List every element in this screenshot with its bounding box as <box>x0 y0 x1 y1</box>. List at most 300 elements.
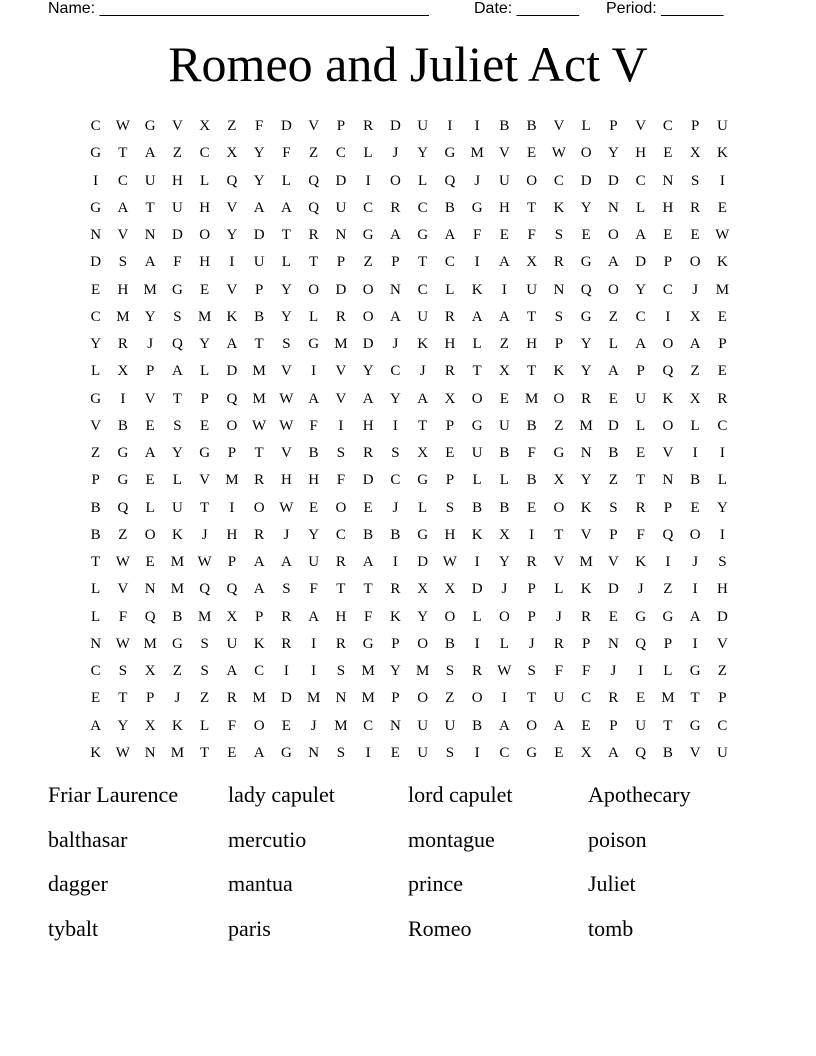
grid-letter: C <box>363 717 374 734</box>
grid-letter: I <box>93 172 99 189</box>
grid-letter: B <box>472 717 483 734</box>
grid-letter: U <box>308 554 320 571</box>
grid-letter: O <box>253 717 265 734</box>
grid-letter: O <box>308 281 320 298</box>
grid-letter: E <box>717 308 727 325</box>
grid-letter: R <box>581 390 592 407</box>
grid-letter: V <box>580 526 592 543</box>
grid-letter: G <box>526 744 538 761</box>
grid-letter: Q <box>117 499 129 516</box>
grid-letter: G <box>117 445 129 462</box>
grid-row <box>82 740 736 767</box>
grid-letter: O <box>662 417 674 434</box>
grid-letter: K <box>635 554 647 571</box>
grid-letter: N <box>389 281 401 298</box>
grid-letter: I <box>474 118 480 135</box>
grid-letter: N <box>335 690 347 707</box>
grid-letter: P <box>227 445 237 462</box>
grid-letter: T <box>527 363 537 380</box>
grid-letter: Q <box>171 336 183 353</box>
grid-letter: V <box>498 145 510 162</box>
grid-letter: B <box>690 472 701 489</box>
grid-letter: Q <box>308 199 320 216</box>
grid-letter: U <box>144 172 156 189</box>
grid-letter: F <box>554 663 564 680</box>
grid-letter: B <box>390 526 401 543</box>
grid-letter: L <box>418 499 428 516</box>
grid-letter: Q <box>662 363 674 380</box>
grid-letter: N <box>90 635 102 652</box>
grid-letter: R <box>117 336 128 353</box>
grid-letter: Q <box>635 635 647 652</box>
grid-letter: M <box>715 281 730 298</box>
grid-letter: H <box>199 254 211 271</box>
grid-letter: A <box>689 608 701 625</box>
grid-letter: G <box>635 608 647 625</box>
grid-letter: L <box>91 363 101 380</box>
grid-letter: B <box>499 445 510 462</box>
grid-letter: G <box>553 445 565 462</box>
grid-letter: J <box>174 690 181 707</box>
grid-letter: R <box>553 254 564 271</box>
grid-letter: I <box>392 554 398 571</box>
grid-letter: S <box>336 744 346 761</box>
grid-letter: P <box>391 254 400 271</box>
grid-letter: N <box>308 744 320 761</box>
grid-letter: E <box>499 390 509 407</box>
grid-letter: U <box>417 118 429 135</box>
grid-letter: I <box>229 254 235 271</box>
grid-letter: F <box>527 445 536 462</box>
grid-letter: Y <box>580 472 592 489</box>
grid-letter: E <box>363 499 373 516</box>
grid-letter: R <box>363 118 374 135</box>
grid-letter: M <box>579 417 593 434</box>
grid-letter: I <box>692 445 698 462</box>
grid-letter: V <box>662 445 674 462</box>
grid-letter: A <box>226 336 238 353</box>
grid-row <box>82 604 736 631</box>
grid-letter: L <box>309 308 319 325</box>
grid-letter: Z <box>363 254 373 271</box>
grid-letter: A <box>635 336 647 353</box>
grid-letter: Y <box>716 499 728 516</box>
grid-letter: B <box>90 526 101 543</box>
grid-letter: P <box>609 526 618 543</box>
grid-letter: J <box>201 526 208 543</box>
grid-letter: J <box>474 172 481 189</box>
grid-letter: R <box>526 554 537 571</box>
grid-letter: D <box>362 336 374 353</box>
grid-letter: R <box>608 690 619 707</box>
grid-letter: R <box>254 472 265 489</box>
grid-letter: Z <box>608 472 618 489</box>
grid-letter: I <box>719 526 725 543</box>
grid-letter: O <box>526 172 538 189</box>
grid-letter: V <box>335 363 347 380</box>
grid-letter: I <box>474 554 480 571</box>
grid-letter: O <box>689 526 701 543</box>
grid-letter: A <box>90 717 102 734</box>
grid-letter: M <box>361 690 375 707</box>
grid-letter: J <box>419 363 426 380</box>
grid-letter: I <box>638 663 644 680</box>
grid-letter: H <box>526 336 538 353</box>
grid-letter: O <box>226 417 238 434</box>
grid-letter: F <box>636 526 645 543</box>
grid-letter: A <box>253 199 265 216</box>
grid-letter: X <box>417 581 429 598</box>
grid-letter: M <box>334 336 348 353</box>
grid-letter: T <box>254 336 264 353</box>
grid-letter: N <box>335 227 347 244</box>
grid-letter: U <box>526 281 538 298</box>
grid-letter: K <box>662 390 674 407</box>
word-bank-item: balthasar <box>48 826 128 852</box>
grid-letter: S <box>336 445 346 462</box>
grid-letter: D <box>716 608 728 625</box>
grid-letter: U <box>226 635 238 652</box>
grid-letter: J <box>147 336 154 353</box>
grid-letter: Y <box>280 308 292 325</box>
grid-letter: Q <box>199 581 211 598</box>
grid-letter: S <box>527 663 536 680</box>
grid-letter: Q <box>226 390 238 407</box>
grid-letter: A <box>471 308 483 325</box>
grid-row <box>82 222 736 249</box>
grid-letter: T <box>527 690 537 707</box>
grid-letter: W <box>252 417 267 434</box>
grid-letter: F <box>282 145 291 162</box>
grid-letter: Y <box>144 308 156 325</box>
word-bank-item: Apothecary <box>588 782 691 807</box>
grid-letter: N <box>580 445 592 462</box>
grid-letter: Z <box>118 526 128 543</box>
grid-letter: M <box>170 744 185 761</box>
grid-letter: W <box>497 663 512 680</box>
grid-letter: I <box>311 363 317 380</box>
grid-letter: B <box>499 499 510 516</box>
grid-letter: W <box>115 554 130 571</box>
grid-letter: Z <box>200 690 210 707</box>
grid-letter: K <box>553 363 565 380</box>
grid-letter: Y <box>280 281 292 298</box>
grid-letter: Z <box>717 663 727 680</box>
grid-letter: A <box>689 336 701 353</box>
grid-letter: J <box>501 581 508 598</box>
grid-letter: I <box>529 526 535 543</box>
grid-letter: D <box>280 690 292 707</box>
grid-letter: O <box>498 608 510 625</box>
grid-letter: W <box>197 554 212 571</box>
word-bank-item: paris <box>228 915 271 941</box>
grid-letter: A <box>171 363 183 380</box>
grid-letter: M <box>225 472 239 489</box>
grid-letter: L <box>636 417 646 434</box>
grid-letter: G <box>144 118 156 135</box>
grid-letter: B <box>444 635 455 652</box>
grid-letter: N <box>144 744 156 761</box>
grid-letter: B <box>308 445 319 462</box>
grid-letter: P <box>254 281 264 298</box>
grid-letter: V <box>716 635 728 652</box>
word-bank-item: tomb <box>588 915 634 941</box>
grid-letter: R <box>690 199 701 216</box>
grid-letter: H <box>199 199 211 216</box>
grid-letter: E <box>581 227 591 244</box>
grid-letter: Y <box>253 145 265 162</box>
grid-letter: V <box>199 472 211 489</box>
grid-letter: T <box>145 199 155 216</box>
grid-letter: I <box>501 690 507 707</box>
grid-letter: R <box>553 635 564 652</box>
grid-letter: G <box>444 145 456 162</box>
grid-letter: L <box>472 336 482 353</box>
grid-letter: C <box>635 172 646 189</box>
grid-letter: U <box>417 308 429 325</box>
grid-letter: E <box>636 690 646 707</box>
grid-letter: M <box>197 308 212 325</box>
grid-letter: J <box>555 608 562 625</box>
grid-letter: J <box>310 717 317 734</box>
grid-letter: B <box>444 199 455 216</box>
grid-letter: P <box>336 118 346 135</box>
grid-letter: H <box>280 472 292 489</box>
grid-letter: Y <box>117 717 129 734</box>
grid-letter: A <box>607 363 619 380</box>
grid-letter: T <box>690 690 700 707</box>
period-field: Period: _______ <box>606 0 724 17</box>
grid-letter: E <box>309 499 319 516</box>
grid-letter: N <box>90 227 102 244</box>
grid-letter: N <box>662 472 674 489</box>
grid-letter: G <box>90 145 102 162</box>
grid-letter: M <box>334 717 348 734</box>
grid-letter: K <box>90 744 102 761</box>
grid-letter: O <box>526 717 538 734</box>
grid-letter: X <box>417 445 429 462</box>
grid-letter: C <box>553 172 564 189</box>
grid-letter: E <box>281 717 291 734</box>
grid-letter: L <box>91 608 101 625</box>
grid-letter: P <box>609 717 618 734</box>
grid-letter: J <box>392 499 399 516</box>
grid-letter: Y <box>580 199 592 216</box>
grid-letter: Y <box>171 445 183 462</box>
grid-row <box>82 522 736 549</box>
grid-letter: Z <box>663 581 673 598</box>
grid-letter: T <box>363 581 373 598</box>
grid-letter: P <box>391 635 400 652</box>
grid-letter: M <box>524 390 539 407</box>
grid-letter: S <box>118 254 128 271</box>
grid-letter: E <box>690 227 700 244</box>
grid-letter: E <box>717 363 727 380</box>
grid-letter: G <box>471 417 483 434</box>
grid-letter: L <box>91 581 101 598</box>
grid-row <box>82 495 736 522</box>
grid-letter: L <box>717 472 727 489</box>
grid-letter: X <box>444 581 456 598</box>
grid-letter: V <box>280 363 292 380</box>
grid-letter: O <box>471 690 483 707</box>
name-field: Name: _____________________________________ <box>48 0 429 17</box>
grid-letter: F <box>309 581 318 598</box>
grid-letter: P <box>336 254 346 271</box>
grid-letter: P <box>690 118 700 135</box>
grid-letter: G <box>90 199 102 216</box>
grid-letter: O <box>417 690 429 707</box>
grid-letter: I <box>692 635 698 652</box>
grid-letter: O <box>362 281 374 298</box>
grid-letter: R <box>390 581 401 598</box>
grid-letter: M <box>415 663 430 680</box>
grid-letter: J <box>528 635 535 652</box>
grid-letter: A <box>444 227 456 244</box>
grid-letter: T <box>554 526 564 543</box>
grid-letter: S <box>445 499 455 516</box>
grid-letter: N <box>662 172 674 189</box>
grid-letter: S <box>118 663 128 680</box>
grid-letter: U <box>444 717 456 734</box>
grid-letter: G <box>580 308 592 325</box>
grid-letter: I <box>447 118 453 135</box>
grid-row <box>82 331 736 358</box>
grid-row <box>82 249 736 276</box>
grid-letter: J <box>283 526 290 543</box>
grid-letter: P <box>718 690 727 707</box>
grid-letter: N <box>389 717 401 734</box>
grid-letter: H <box>444 526 456 543</box>
grid-letter: L <box>363 145 373 162</box>
grid-letter: P <box>663 254 673 271</box>
grid-letter: F <box>527 227 536 244</box>
grid-letter: D <box>90 254 102 271</box>
grid-letter: S <box>718 554 727 571</box>
grid-letter: R <box>581 608 592 625</box>
grid-letter: M <box>579 554 593 571</box>
grid-letter: T <box>527 308 537 325</box>
grid-letter: P <box>445 417 455 434</box>
grid-letter: I <box>365 744 371 761</box>
grid-letter: P <box>91 472 100 489</box>
grid-letter: Y <box>389 390 401 407</box>
grid-letter: G <box>417 472 429 489</box>
grid-row <box>82 113 736 140</box>
word-bank-item: dagger <box>48 871 108 896</box>
grid-letter: O <box>662 336 674 353</box>
grid-letter: K <box>471 281 483 298</box>
grid-letter: F <box>309 417 318 434</box>
grid-letter: M <box>252 690 266 707</box>
grid-letter: K <box>471 526 483 543</box>
grid-letter: M <box>143 281 157 298</box>
word-bank-item: poison <box>588 826 647 852</box>
grid-letter: W <box>115 744 130 761</box>
grid-row <box>82 631 736 658</box>
grid-letter: I <box>692 581 698 598</box>
grid-letter: F <box>173 254 182 271</box>
grid-letter: V <box>117 581 129 598</box>
grid-letter: D <box>580 172 592 189</box>
grid-letter: G <box>689 717 701 734</box>
grid-letter: A <box>253 744 265 761</box>
grid-letter: E <box>145 472 155 489</box>
grid-letter: M <box>361 663 375 680</box>
grid-letter: T <box>200 499 210 516</box>
grid-letter: U <box>417 744 429 761</box>
grid-letter: Y <box>308 526 320 543</box>
grid-letter: A <box>607 254 619 271</box>
grid-letter: B <box>90 499 101 516</box>
grid-letter: N <box>607 199 619 216</box>
grid-letter: X <box>444 390 456 407</box>
grid-letter: X <box>144 717 156 734</box>
grid-letter: M <box>661 690 675 707</box>
grid-letter: E <box>663 227 673 244</box>
grid-letter: R <box>717 390 728 407</box>
grid-letter: A <box>253 554 265 571</box>
grid-letter: K <box>417 336 429 353</box>
grid-letter: W <box>115 635 130 652</box>
grid-letter: U <box>635 717 647 734</box>
grid-letter: S <box>690 172 700 189</box>
grid-letter: O <box>253 499 265 516</box>
grid-letter: E <box>636 445 646 462</box>
grid-letter: T <box>418 254 428 271</box>
grid-row <box>82 277 736 304</box>
grid-letter: F <box>118 608 128 625</box>
grid-letter: P <box>445 472 455 489</box>
grid-letter: P <box>391 690 400 707</box>
grid-letter: D <box>253 227 265 244</box>
grid-letter: E <box>227 744 237 761</box>
grid-letter: X <box>144 663 156 680</box>
grid-letter: D <box>635 254 647 271</box>
grid-letter: Z <box>91 445 101 462</box>
grid-letter: I <box>501 281 507 298</box>
grid-letter: C <box>390 472 401 489</box>
grid-letter: J <box>610 663 617 680</box>
grid-letter: A <box>498 254 510 271</box>
grid-letter: I <box>311 663 317 680</box>
grid-letter: U <box>471 445 483 462</box>
grid-letter: N <box>607 635 619 652</box>
grid-letter: B <box>117 417 128 434</box>
grid-letter: O <box>389 172 401 189</box>
grid-letter: L <box>200 172 210 189</box>
grid-letter: Y <box>498 554 510 571</box>
grid-letter: K <box>226 308 238 325</box>
grid-letter: E <box>717 199 727 216</box>
grid-letter: J <box>692 281 699 298</box>
grid-letter: P <box>145 363 155 380</box>
grid-letter: M <box>306 690 321 707</box>
grid-letter: X <box>117 363 129 380</box>
word-bank-item: Romeo <box>408 915 472 941</box>
grid-letter: L <box>499 472 509 489</box>
grid-letter: P <box>227 554 237 571</box>
grid-letter: W <box>715 227 730 244</box>
grid-letter: D <box>362 472 374 489</box>
grid-letter: H <box>716 581 728 598</box>
grid-letter: Q <box>144 608 156 625</box>
grid-letter: I <box>392 417 398 434</box>
grid-letter: S <box>200 635 209 652</box>
grid-letter: R <box>635 499 646 516</box>
grid-letter: H <box>662 199 674 216</box>
grid-letter: A <box>635 227 647 244</box>
